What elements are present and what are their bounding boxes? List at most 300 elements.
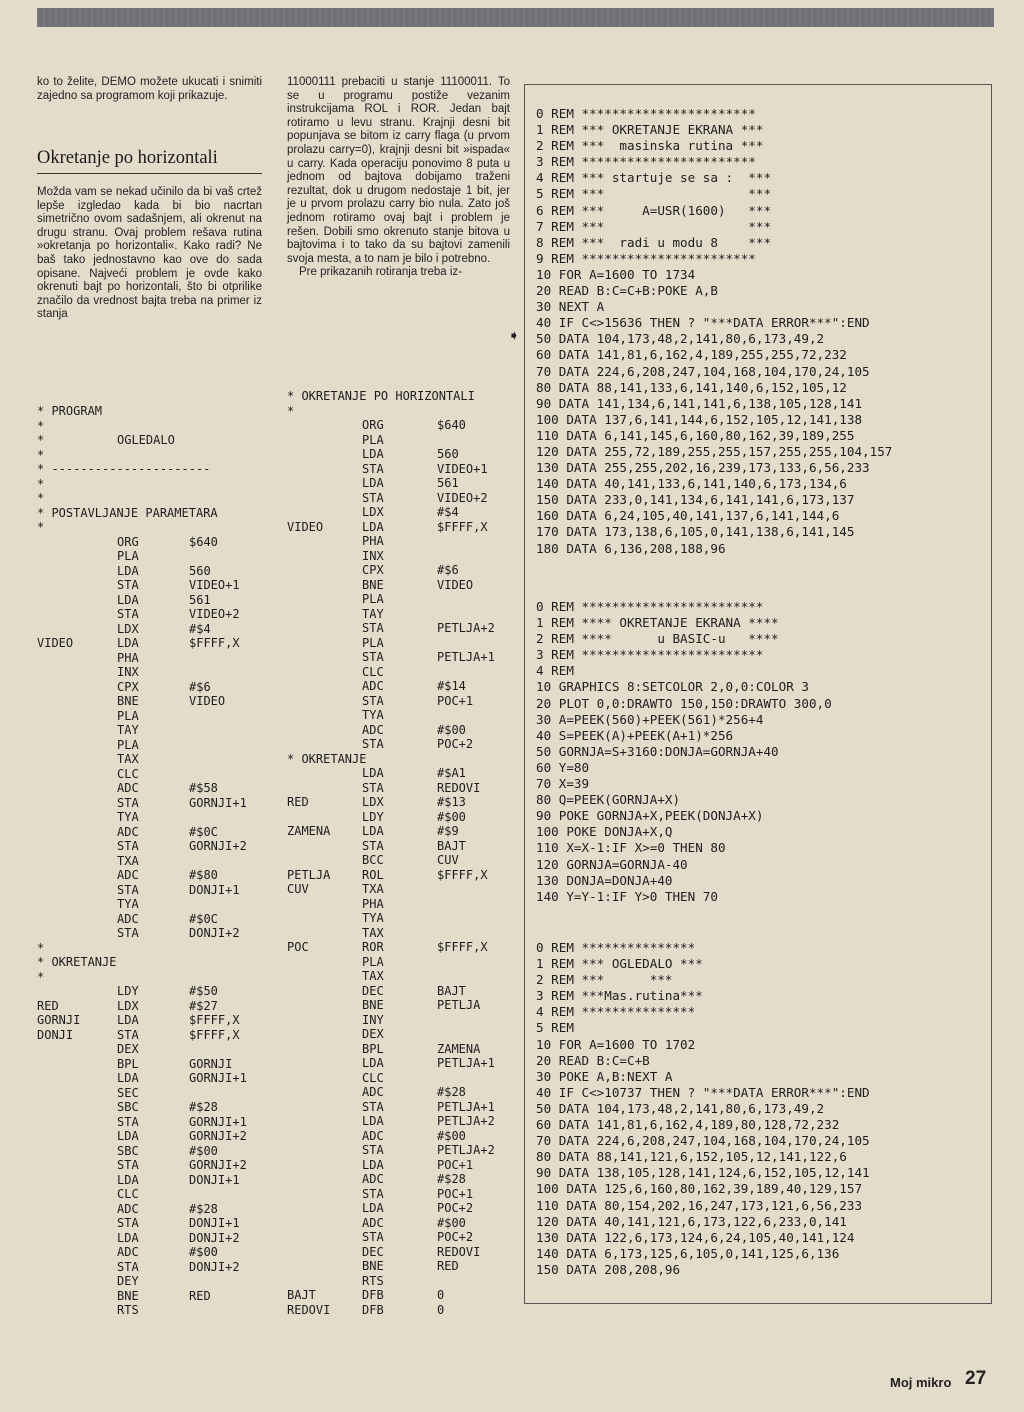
asm-line (37, 709, 262, 724)
asm-opcode: TAX (362, 969, 384, 983)
asm-opcode: OGLEDALO (117, 433, 175, 447)
column-2-tail: Pre prikazanih rotiranja treba iz- (299, 266, 462, 279)
asm-operand: VIDEO+1 (189, 578, 240, 592)
asm-line (37, 535, 262, 550)
asm-operand: POC+1 (437, 693, 474, 708)
asm-opcode: BNE (362, 577, 384, 592)
asm-line (37, 491, 262, 506)
asm-opcode: BNE (362, 1259, 384, 1273)
asm-line (37, 1187, 262, 1202)
asm-operand: DONJI+2 (189, 1259, 240, 1274)
basic-line: 180 DATA 6,136,208,188,96 (536, 540, 726, 556)
basic-line: 1 REM **** OKRETANJE EKRANA **** (536, 615, 779, 631)
asm-opcode: SBC (117, 1100, 139, 1114)
asm-line (37, 767, 262, 782)
asm-opcode: ORG (362, 418, 384, 432)
asm-line (287, 810, 512, 825)
asm-line (287, 1085, 512, 1100)
basic-line: 130 DATA 255,255,202,16,239,173,133,6,56,233 (536, 460, 870, 476)
asm-operand: #$6 (437, 563, 459, 577)
basic-line: 2 REM *** *** (536, 972, 673, 988)
asm-operand: POC+2 (437, 737, 474, 751)
asm-opcode: STA (362, 1186, 384, 1201)
asm-label: RED (287, 795, 309, 809)
asm-operand: VIDEO+1 (437, 461, 488, 476)
asm-opcode: TAX (117, 752, 139, 766)
asm-operand: #$27 (189, 998, 218, 1013)
asm-line (37, 1100, 262, 1115)
basic-line: 30 A=PEEK(560)+PEEK(561)*256+4 (536, 711, 764, 727)
asm-line (287, 1100, 512, 1115)
asm-opcode: PLA (362, 432, 384, 447)
asm-opcode: LDA (362, 476, 384, 490)
asm-opcode: TAX (362, 925, 384, 940)
asm-operand: RED (437, 1259, 459, 1273)
asm-line (37, 593, 262, 608)
asm-opcode: LDY (362, 809, 384, 824)
asm-opcode: INX (362, 548, 384, 563)
asm-line (37, 955, 262, 970)
asm-operand: POC+2 (437, 1230, 474, 1244)
basic-line: 10 FOR A=1600 TO 1702 (536, 1036, 696, 1052)
asm-line (287, 650, 512, 665)
asm-line (287, 1288, 512, 1303)
asm-opcode: LDA (362, 447, 384, 461)
asm-opcode: ADC (362, 1172, 384, 1186)
asm-line (287, 1303, 512, 1318)
asm-opcode: LDA (117, 1230, 139, 1245)
listing-ogledalo-assembly (37, 404, 262, 1318)
asm-opcode: STA (362, 650, 384, 664)
basic-line: 4 REM *************** (536, 1004, 696, 1020)
basic-line: 90 DATA 141,134,6,141,141,6,138,105,128,141 (536, 395, 863, 411)
asm-line (37, 622, 262, 637)
asm-line (287, 1027, 512, 1042)
asm-opcode: BCC (362, 853, 384, 867)
asm-operand: 0 (437, 1288, 445, 1302)
asm-line (37, 897, 262, 912)
asm-line (37, 796, 262, 811)
asm-opcode: LDY (117, 984, 139, 998)
asm-line (287, 766, 512, 781)
asm-line (37, 781, 262, 796)
asm-label: REDOVI (287, 1302, 331, 1317)
asm-opcode: LDA (362, 1114, 384, 1128)
asm-operand: #$0C (189, 911, 218, 926)
asm-operand: PETLJA+2 (437, 621, 495, 635)
asm-operand: $FFFF,X (437, 940, 488, 954)
basic-line: 2 REM **** u BASIC-u **** (536, 631, 779, 647)
asm-line (287, 737, 512, 752)
asm-opcode: BNE (117, 694, 139, 708)
asm-operand: #$13 (437, 795, 466, 809)
asm-label: GORNJI (37, 1013, 81, 1027)
asm-opcode: STA (117, 578, 139, 592)
asm-label: * (37, 418, 45, 433)
asm-operand: GORNJI+1 (189, 795, 247, 810)
basic-line: 80 DATA 88,141,121,6,152,105,12,141,122,6 (536, 1149, 847, 1165)
asm-line (287, 1056, 512, 1071)
asm-operand: GORNJI+1 (189, 1114, 247, 1129)
asm-opcode: CPX (362, 563, 384, 577)
basic-line: 70 DATA 224,6,208,247,104,168,104,170,24,105 (536, 1133, 870, 1149)
asm-opcode: STA (117, 795, 139, 810)
asm-opcode: BPL (117, 1056, 139, 1071)
basic-line: 4 REM (536, 663, 574, 679)
basic-line: 100 DATA 125,6,160,80,162,39,189,40,129,157 (536, 1181, 863, 1197)
asm-operand: ZAMENA (437, 1041, 481, 1056)
asm-operand: GORNJI+2 (189, 1158, 247, 1172)
asm-line (37, 839, 262, 854)
basic-line: 0 REM *********************** (536, 106, 756, 121)
asm-opcode: LDA (117, 1071, 139, 1085)
asm-opcode: ADC (362, 1128, 384, 1143)
continuation-arrow-icon: ➧ (508, 328, 520, 344)
asm-opcode: SEC (117, 1085, 139, 1100)
asm-line (287, 534, 512, 549)
asm-line (37, 868, 262, 883)
page-number: 27 (965, 1368, 987, 1389)
asm-label: * PROGRAM (37, 404, 103, 418)
basic-line: 40 S=PEEK(A)+PEEK(A+1)*256 (536, 727, 734, 743)
magazine-name: Moj mikro (890, 1375, 952, 1390)
asm-line (287, 447, 512, 462)
asm-line (287, 795, 512, 810)
asm-operand: $640 (437, 418, 466, 432)
asm-line (287, 868, 512, 883)
asm-operand: PETLJA+1 (437, 650, 495, 664)
basic-line: 30 NEXT A (536, 299, 605, 315)
asm-opcode: STA (117, 1027, 139, 1042)
asm-operand: 561 (437, 476, 459, 490)
basic-line: 3 REM *********************** (536, 154, 756, 170)
asm-opcode: STA (362, 490, 384, 505)
asm-opcode: STA (117, 607, 139, 621)
asm-operand: 560 (437, 447, 459, 461)
asm-opcode: TXA (117, 853, 139, 868)
asm-label: * (37, 491, 45, 505)
asm-opcode: LDA (362, 766, 384, 780)
asm-line (37, 1042, 262, 1057)
asm-line (287, 839, 512, 854)
asm-line (287, 418, 512, 433)
asm-line (287, 1013, 512, 1028)
section-heading: Okretanje po horizontali (37, 147, 262, 174)
asm-line (287, 1230, 512, 1245)
asm-line (37, 694, 262, 709)
asm-line (37, 1216, 262, 1231)
asm-line (287, 897, 512, 912)
basic-line: 2 REM *** masinska rutina *** (536, 138, 764, 154)
asm-operand: #$00 (189, 1143, 218, 1158)
asm-operand: GORNJI+1 (189, 1071, 247, 1085)
asm-opcode: ADC (362, 1215, 384, 1230)
basic-line: 110 X=X-1:IF X>=0 THEN 80 (536, 840, 726, 856)
asm-line (37, 419, 262, 434)
asm-line (287, 592, 512, 607)
asm-operand: GORNJI+2 (189, 839, 247, 853)
asm-line (37, 1129, 262, 1144)
asm-operand: VIDEO+2 (437, 490, 488, 505)
basic-line: 80 Q=PEEK(GORNJA+X) (536, 792, 681, 808)
asm-operand: VIDEO (189, 694, 226, 708)
asm-opcode: STA (117, 882, 139, 897)
asm-line (287, 563, 512, 578)
asm-line (287, 389, 512, 404)
asm-operand: #$28 (437, 1172, 466, 1186)
asm-opcode: LDA (117, 592, 139, 607)
asm-line (287, 708, 512, 723)
asm-opcode: RTS (362, 1273, 384, 1288)
asm-opcode: STA (362, 737, 384, 751)
asm-line (37, 433, 262, 448)
asm-operand: 561 (189, 592, 211, 607)
asm-line (37, 738, 262, 753)
asm-opcode: PHA (117, 650, 139, 665)
asm-operand: #$6 (189, 679, 211, 694)
asm-line (37, 752, 262, 767)
asm-line (37, 680, 262, 695)
asm-opcode: LDX (117, 621, 139, 636)
asm-line (287, 621, 512, 636)
asm-opcode: ADC (117, 781, 139, 795)
asm-line (37, 1115, 262, 1130)
asm-operand: VIDEO (437, 577, 474, 592)
column-2-text (287, 76, 510, 280)
asm-operand: POC+2 (437, 1201, 474, 1215)
basic-line: 40 IF C<>15636 THEN ? "***DATA ERROR***":END (536, 315, 870, 331)
asm-line (287, 433, 512, 448)
asm-label: VIDEO (37, 636, 74, 650)
intro-text: ko to želite, DEMO možete ukucati i snimiti zajedno sa programom koji prikazuje. (37, 76, 262, 102)
asm-label: POC (287, 940, 309, 954)
asm-opcode: ADC (362, 722, 384, 737)
asm-opcode: LDA (362, 519, 384, 534)
asm-line (37, 926, 262, 941)
asm-line (287, 1259, 512, 1274)
asm-opcode: TYA (117, 810, 139, 824)
asm-opcode: STA (362, 780, 384, 795)
column-1-paragraph: Možda vam se nekad učinilo da bi vaš crtež lepše izgledao kada bi bio nacrtan simetrično ovom sadašnjem, ali okrenut na drugu stranu. Ovaj problem rešava rutina »okretanja po horizontali«. Kako radi? Ne baš tako jednostavno kao ove do sada opisane. Najveći problem je ovde kako okrenuti bajt po horizontali, što bi otprilike značilo da vrednost bajta treba na primer iz stanja (37, 186, 262, 321)
asm-line (287, 984, 512, 999)
asm-opcode: LDA (117, 563, 139, 578)
asm-line (37, 810, 262, 825)
asm-operand: DONJI+2 (189, 926, 240, 940)
asm-line (287, 926, 512, 941)
asm-line (287, 476, 512, 491)
asm-opcode: ADC (362, 679, 384, 693)
basic-line: 70 DATA 224,6,208,247,104,168,104,170,24,105 (536, 363, 870, 379)
basic-line: 140 Y=Y-1:IF Y>0 THEN 70 (536, 888, 718, 904)
asm-opcode: LDA (362, 824, 384, 838)
asm-operand: #$00 (437, 809, 466, 824)
asm-opcode: PHA (362, 534, 384, 548)
asm-line (287, 940, 512, 955)
asm-opcode: STA (362, 621, 384, 635)
basic-line: 20 READ B:C=C+B:POKE A,B (536, 283, 718, 299)
basic-line: 3 REM ************************ (536, 647, 764, 663)
asm-label: PETLJA (287, 867, 331, 882)
asm-opcode: DEY (117, 1274, 139, 1288)
asm-operand: #$4 (189, 621, 211, 636)
asm-label: * (37, 433, 45, 447)
asm-opcode: LDA (362, 1157, 384, 1172)
asm-line (37, 1289, 262, 1304)
asm-line (37, 1144, 262, 1159)
basic-line: 40 IF C<>10737 THEN ? "***DATA ERROR***":END (536, 1084, 870, 1100)
basic-line: 10 FOR A=1600 TO 1734 (536, 266, 696, 282)
asm-operand: RED (189, 1288, 211, 1303)
asm-line (287, 694, 512, 709)
asm-opcode: LDX (362, 505, 384, 519)
asm-label: * OKRETANJE (287, 751, 367, 766)
asm-line (37, 1158, 262, 1173)
asm-opcode: SBC (117, 1143, 139, 1158)
asm-operand: $FFFF,X (189, 1027, 240, 1042)
asm-line (287, 1216, 512, 1231)
asm-operand: #$50 (189, 984, 218, 998)
asm-line (287, 462, 512, 477)
asm-opcode: PLA (117, 737, 139, 752)
asm-operand: $FFFF,X (189, 636, 240, 650)
asm-operand: DONJI+1 (189, 882, 240, 897)
basic-listing-basic-routine (536, 599, 832, 905)
basic-line: 170 DATA 173,138,6,105,0,141,138,6,141,145 (536, 524, 855, 540)
asm-opcode: TXA (362, 882, 384, 896)
asm-opcode: STA (117, 1259, 139, 1274)
basic-line: 60 DATA 141,81,6,162,4,189,255,255,72,232 (536, 347, 847, 363)
column-1-text (37, 186, 262, 322)
asm-line (287, 1114, 512, 1129)
asm-opcode: STA (117, 926, 139, 940)
basic-line: 140 DATA 40,141,133,6,141,140,6,173,134,6 (536, 476, 847, 492)
asm-opcode: CLC (362, 664, 384, 679)
asm-line (287, 853, 512, 868)
asm-line (287, 1245, 512, 1260)
basic-line: 120 GORNJA=GORNJA-40 (536, 856, 688, 872)
asm-opcode: DEX (117, 1042, 139, 1056)
basic-line: 60 DATA 141,81,6,162,4,189,80,128,72,232 (536, 1117, 840, 1133)
asm-opcode: ADC (117, 868, 139, 882)
asm-opcode: STA (117, 839, 139, 853)
asm-line (287, 1143, 512, 1158)
asm-opcode: CLC (117, 766, 139, 781)
asm-operand: PETLJA+2 (437, 1143, 495, 1157)
asm-operand: $FFFF,X (437, 867, 488, 882)
asm-line (37, 404, 262, 419)
asm-operand: 560 (189, 563, 211, 578)
asm-label: * (287, 403, 295, 418)
asm-opcode: STA (362, 1099, 384, 1114)
basic-line: 8 REM *** radi u modu 8 *** (536, 234, 772, 250)
asm-opcode: RTS (117, 1303, 139, 1317)
basic-line: 20 PLOT 0,0:DRAWTO 150,150:DRAWTO 300,0 (536, 695, 832, 711)
asm-line (287, 665, 512, 680)
asm-line (37, 825, 262, 840)
basic-line: 9 REM *********************** (536, 250, 756, 266)
asm-opcode: LDA (117, 1172, 139, 1187)
asm-line (287, 1071, 512, 1086)
asm-line (287, 969, 512, 984)
asm-opcode: DEX (362, 1027, 384, 1041)
basic-line: 30 POKE A,B:NEXT A (536, 1068, 673, 1084)
asm-line (37, 883, 262, 898)
asm-label: ZAMENA (287, 824, 331, 838)
basic-line: 120 DATA 40,141,121,6,173,122,6,233,0,141 (536, 1213, 847, 1229)
asm-opcode: CLC (362, 1070, 384, 1085)
asm-line (37, 1260, 262, 1275)
basic-line: 20 READ B:C=C+B (536, 1052, 650, 1068)
basic-line: 5 REM *** *** (536, 186, 772, 202)
asm-opcode: STA (117, 1158, 139, 1172)
listing-horizontal-assembly (287, 389, 512, 1317)
asm-line (37, 1071, 262, 1086)
asm-line (287, 1158, 512, 1173)
asm-operand: #$00 (437, 1215, 466, 1230)
asm-line (37, 462, 262, 477)
asm-line (287, 1129, 512, 1144)
asm-opcode: STA (362, 693, 384, 708)
basic-line: 50 DATA 104,173,48,2,141,80,6,173,49,2 (536, 331, 825, 347)
asm-opcode: TAY (362, 606, 384, 621)
asm-line (37, 448, 262, 463)
asm-line (287, 1172, 512, 1187)
asm-opcode: ADC (362, 1085, 384, 1099)
asm-label: * (37, 447, 45, 462)
asm-line (287, 491, 512, 506)
asm-operand: BAJT (437, 838, 466, 853)
asm-line (37, 636, 262, 651)
asm-label: CUV (287, 882, 309, 896)
basic-line: 60 Y=80 (536, 759, 590, 775)
asm-opcode: STA (117, 1114, 139, 1129)
basic-line: 130 DONJA=DONJA+40 (536, 872, 673, 888)
asm-opcode: STA (362, 838, 384, 853)
asm-line (287, 578, 512, 593)
asm-operand: #$14 (437, 679, 466, 693)
basic-line: 150 DATA 208,208,96 (536, 1261, 681, 1277)
asm-line (37, 723, 262, 738)
asm-opcode: LDA (117, 636, 139, 650)
asm-label: * (37, 969, 45, 984)
asm-line (37, 1057, 262, 1072)
basic-line: 7 REM *** *** (536, 218, 772, 234)
asm-opcode: ADC (117, 1245, 139, 1259)
asm-operand: #$00 (437, 1128, 466, 1143)
asm-opcode: PLA (362, 954, 384, 969)
asm-line (37, 1086, 262, 1101)
asm-operand: #$80 (189, 868, 218, 882)
asm-operand: PETLJA+1 (437, 1099, 495, 1114)
asm-operand: DONJI+1 (189, 1216, 240, 1230)
asm-line (287, 781, 512, 796)
basic-listing-machine-routine (536, 106, 892, 557)
asm-opcode: BNE (362, 998, 384, 1012)
asm-operand: CUV (437, 853, 459, 867)
asm-line (37, 1202, 262, 1217)
asm-line (287, 505, 512, 520)
asm-operand: #$28 (437, 1085, 466, 1099)
asm-line (37, 607, 262, 622)
asm-line (287, 549, 512, 564)
asm-operand: BAJT (437, 983, 466, 998)
basic-listing-ogledalo (536, 940, 870, 1278)
asm-operand: #$28 (189, 1100, 218, 1114)
asm-line (37, 549, 262, 564)
asm-opcode: TYA (362, 708, 384, 722)
basic-line: 0 REM ************************ (536, 599, 764, 614)
basic-line: 160 DATA 6,24,105,40,141,137,6,141,144,6 (536, 508, 840, 524)
